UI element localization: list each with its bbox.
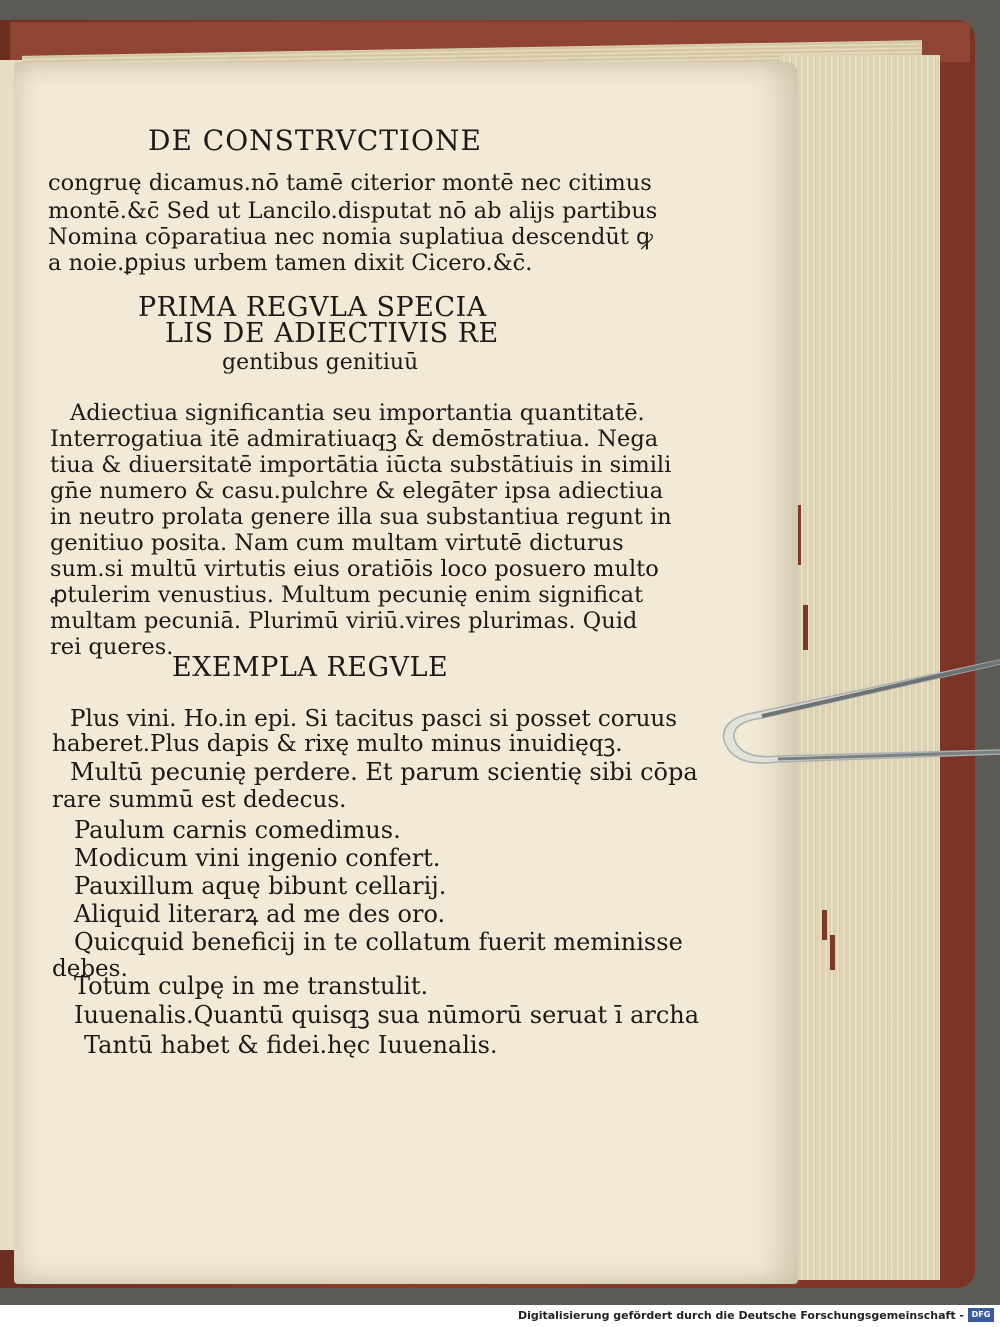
intro-line: Nomina cōparatiua nec nomia suplatiua descendūt ꝙ	[48, 224, 653, 250]
footer-credit: Digitalisierung gefördert durch die Deutsche Forschungsgemeinschaft -	[517, 1309, 964, 1322]
rule-heading-subtitle: gentibus genitiuū	[222, 350, 419, 375]
intro-line: a noie.ꝑpius urbem tamen dixit Cicero.&c̄.	[48, 250, 533, 276]
paragraph-line: sum.si multū virtutis eius oratiōis loco posuero multo	[50, 556, 659, 582]
paragraph-line: rei queres.	[50, 634, 174, 660]
example-line: debes.	[52, 956, 128, 982]
example-line: Quicquid beneficij in te collatum fuerit meminisse	[74, 928, 683, 956]
example-line: Totum culpę in me transtulit.	[74, 972, 429, 1000]
paragraph-line: ꝓtulerim venustius. Multum pecunię enim significat	[50, 582, 644, 608]
example-line: Aliquid literarꝝ ad me des oro.	[74, 900, 446, 928]
paragraph-line: in neutro prolata genere illa sua substantiua regunt in	[50, 504, 672, 530]
example-line: Paulum carnis comedimus.	[74, 816, 401, 844]
paragraph-line: genitiuo posita. Nam cum multam virtutē dicturus	[50, 530, 624, 556]
paragraph-line: gn̄e numero & casu.pulchre & elegāter ipsa adiectiua	[50, 478, 664, 504]
page-clip	[718, 658, 1000, 768]
dfg-logo: DFG	[968, 1308, 994, 1322]
page-tab-marker	[803, 605, 808, 650]
examples-heading: EXEMPLA REGVLE	[172, 652, 449, 683]
example-line: Multū pecunię perdere. Et parum scientię sibi cōpa	[70, 758, 698, 786]
example-line: Tantū habet & fidei.hęc Iuuenalis.	[84, 1031, 498, 1059]
paragraph-line: Interrogatiua itē admiratiuaqꝫ & demōstratiua. Nega	[50, 426, 659, 452]
page-tab-marker	[822, 910, 827, 940]
running-head: DE CONSTRVCTIONE	[148, 124, 482, 157]
example-line: Pauxillum aquę bibunt cellarij.	[74, 872, 447, 900]
intro-line: montē.&c̄ Sed ut Lancilo.disputat nō ab alijs partibus	[48, 198, 658, 224]
intro-line: congruę dicamus.nō tamē citerior montē nec citimus	[48, 170, 652, 196]
paragraph-line: Adiectiua significantia seu importantia quantitatē.	[70, 400, 645, 426]
paragraph-line: tiua & diuersitatē importātia iūcta substātiuis in simili	[50, 452, 672, 478]
example-line: Iuuenalis.Quantū quisqꝫ sua nūmorū seruat ī archa	[74, 1001, 700, 1029]
example-line: Plus vini. Ho.in epi. Si tacitus pasci si posset coruus	[70, 706, 678, 732]
footer-bar	[0, 1305, 1000, 1327]
example-line: rare summū est dedecus.	[52, 787, 347, 813]
rule-heading-line: LIS DE ADIECTIVIS RE	[165, 318, 499, 349]
paragraph-line: multam pecuniā. Plurimū viriū.vires plurimas. Quid	[50, 608, 638, 634]
rule-heading-line: PRIMA REGVLA SPECIA	[138, 292, 487, 323]
example-line: Modicum vini ingenio confert.	[74, 844, 441, 872]
example-line: haberet.Plus dapis & rixę multo minus inuidięqꝫ.	[52, 731, 623, 757]
page-tab-marker	[830, 935, 835, 970]
